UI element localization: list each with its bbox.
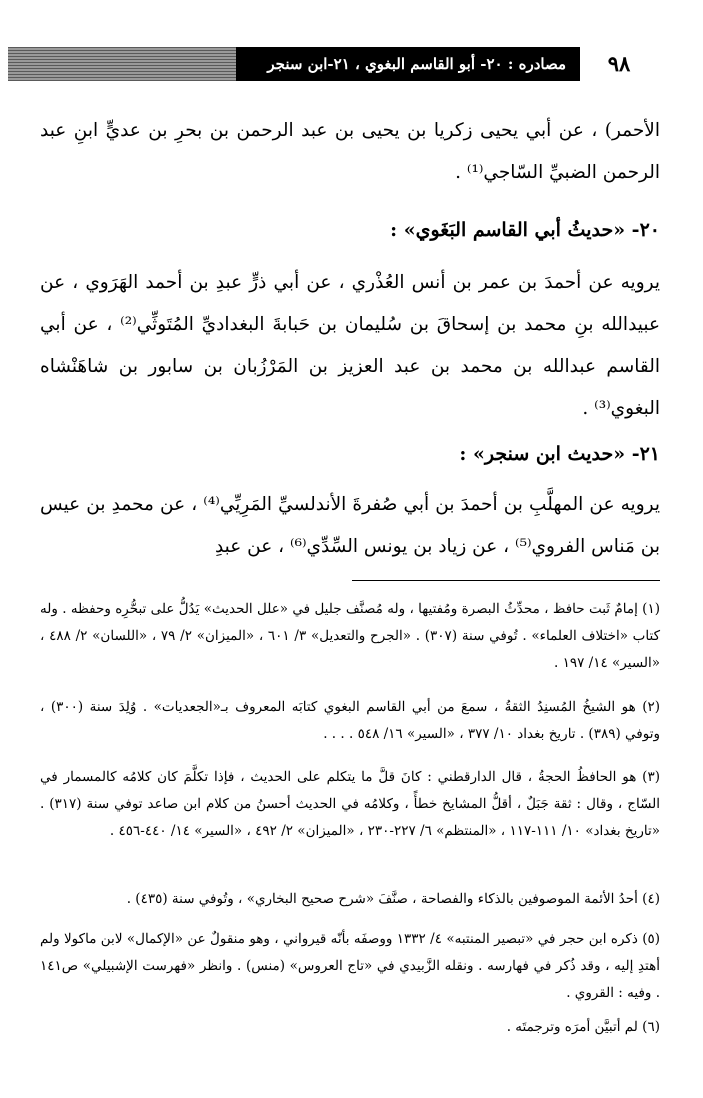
- paragraph-3: يرويه عن المهلَّبِ بن أحمدَ بن أبي صُفرةَ الأندلسيِّ المَرِيِّي⁽⁴⁾ ، عن محمدِ بن عيس بن مَناس الفروي⁽⁵⁾ ، عن زياد بن يونس السِّدِّي⁽⁶⁾ ، عن عبدِ: [40, 494, 660, 557]
- page-number: ٩٨: [607, 51, 631, 76]
- running-header: [8, 47, 658, 81]
- paragraph-2: يرويه عن أحمدَ بن عمر بن أنس العُذْري ، عن أبي ذرٍّ عبدِ بن أحمد الهَرَوي ، عن عبيدالله بنِ محمد بن إسحاقَ بن سُليمان بن حَبابةَ البغداديِّ المُتَوثِّي⁽²⁾ ، عن أبي القاسم عبدالله بن محمد بن عبد العزيز بن المَرْزُبان بن سابور بن شاهَنْشاه البغوي⁽³⁾ .: [40, 272, 660, 419]
- section-heading-20: ٢٠- «حديثُ أبي القاسم البَغَوي» :: [390, 219, 660, 241]
- footnote-separator: [352, 580, 660, 581]
- section-heading-21: ٢١- «حديث ابن سنجر» :: [459, 443, 660, 465]
- footnote-2: (٢) هو الشيخُ المُسنِدُ الثقةُ ، سمعَ من أبي القاسم البغوي كتابَه المعروف بـ«الجعديات» . وُلِدَ سنة (٣٠٠) ، وتوفي (٣٨٩) . تاريخ بغداد ١٠/ ٣٧٧ ، «السير» ١٦/ ٥٤٨ . . . .: [40, 699, 661, 742]
- footnote-4: (٤) أحدُ الأئمة الموصوفين بالذكاء والفصاحة ، صنَّفَ «شرح صحيح البخاري» ، وتُوفي سنة (٤٣٥) .: [126, 891, 660, 907]
- footnote-6: (٦) لم أتبيَّن أمرَه وترجمتَه .: [506, 1019, 660, 1035]
- running-title: مصادره : ٢٠- أبو القاسم البغوي ، ٢١-ابن سنجر: [236, 47, 580, 81]
- header-hatch-bar: [8, 47, 236, 81]
- footnote-3: (٣) هو الحافظُ الحجةُ ، قال الدارقطني : كانَ قلَّ ما يتكلم على الحديث ، فإذا تكلَّمَ كان كلامُه كالمسمار في السّاج ، وقال : ثقة جَبَلٌ ، أقلُّ المشايخ خطأً ، وكلامُه في الحديث أحسنُ من كلام ابن صاعد توفي سنة (٣١٧) . «تاريخ بغداد» ١٠/ ١١١-١١٧ ، «المنتظم» ٦/ ٢٢٧-٢٣٠ ، «الميزان» ٢/ ٤٩٢ ، «السير» ١٤/ ٤٤٠-٤٥٦ .: [40, 769, 660, 839]
- paragraph-1: الأحمر) ، عن أبي يحيى زكريا بن يحيى بن عبد الرحمن بن بحرِ بن عديٍّ ابنِ عبد الرحمن الضبيِّ السّاجي⁽¹⁾ .: [40, 120, 660, 183]
- footnote-1: (١) إمامٌ ثَبت حافظ ، محدِّثُ البصرة ومُفتيها ، وله مُصنَّف جليل في «علل الحديث» يَدُلُّ على تبحُّرِه وحفظه . وله كتاب «اختلاف العلماء» . تُوفي سنة (٣٠٧) . «الجرح والتعديل» ٣/ ٦٠١ ، «الميزان» ٢/ ٧٩ ، «اللسان» ٢/ ٤٨٨ ، «السير» ١٤/ ١٩٧ .: [40, 601, 661, 671]
- footnote-5: (٥) ذكره ابن حجر في «تبصير المنتبه» ٤/ ١٣٣٢ ووصفَه بأنّه قيرواني ، وهو منقولٌ عن «الإكمال» لابن ماكولا ولم أهتدِ إليه ، وقد ذُكر في فهارسه . ونقله الزَّبيدي في «تاج العروس» (منس) . وانظر «فهرست الإشبيلي» ص١٤١ . وفيه : القروي .: [40, 931, 661, 1001]
